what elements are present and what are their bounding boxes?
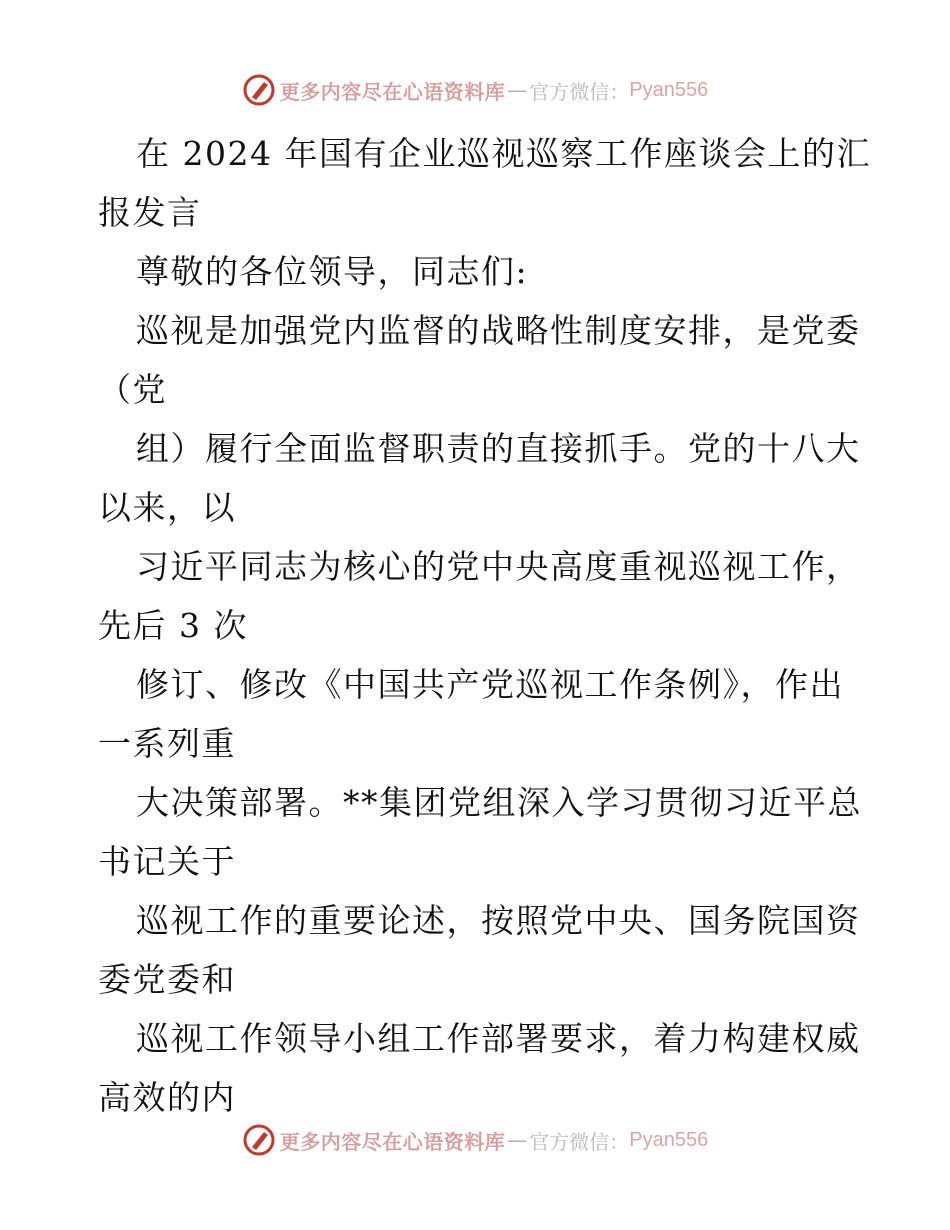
paragraph-line: 组）履行全面监督职责的直接抓手。党的十八大	[136, 429, 861, 468]
paragraph-line: 一系列重	[98, 724, 236, 763]
paragraph-line: 以来，以	[98, 488, 236, 527]
banner-wechat-id: Pyan556	[629, 1128, 709, 1151]
paragraph-line: 习近平同志为核心的党中央高度重视巡视工作，	[136, 547, 861, 586]
banner-title: 更多内容尽在心语资料库	[279, 79, 506, 104]
paragraph-line: 巡视工作的重要论述，按照党中央、国务院国资	[136, 901, 861, 940]
banner-dash: —	[507, 78, 528, 102]
paragraph-line: 委党委和	[98, 960, 236, 999]
paragraph-line: 巡视工作领导小组工作部署要求，着力构建权威	[136, 1019, 861, 1058]
banner-wechat-label: 官方微信：	[529, 1129, 630, 1154]
doc-title-line-1: 在 2024 年国有企业巡视巡察工作座谈会上的汇	[136, 134, 871, 173]
banner-title: 更多内容尽在心语资料库	[279, 1129, 506, 1154]
doc-title-line-2: 报发言	[98, 193, 202, 232]
paragraph-line: （党	[98, 370, 167, 409]
salutation: 尊敬的各位领导，同志们:	[136, 252, 529, 291]
banner-dash: —	[507, 1128, 528, 1152]
paragraph-line: 书记关于	[98, 842, 236, 881]
paragraph-line: 高效的内	[98, 1078, 236, 1117]
pen-nib-logo-icon	[242, 73, 276, 107]
paragraph-line: 先后 3 次	[98, 606, 248, 645]
footer-watermark-banner	[0, 1120, 950, 1160]
header-watermark-banner	[0, 70, 950, 110]
pen-nib-logo-icon	[242, 1123, 276, 1157]
paragraph-line: 巡视是加强党内监督的战略性制度安排，是党委	[136, 311, 861, 350]
paragraph-line: 修订、修改《中国共产党巡视工作条例》，作出	[136, 665, 844, 704]
document-body	[98, 124, 871, 1127]
banner-wechat-label: 官方微信：	[529, 79, 630, 104]
paragraph-line: 大决策部署。**集团党组深入学习贯彻习近平总	[136, 783, 862, 822]
banner-wechat-id: Pyan556	[629, 78, 709, 101]
